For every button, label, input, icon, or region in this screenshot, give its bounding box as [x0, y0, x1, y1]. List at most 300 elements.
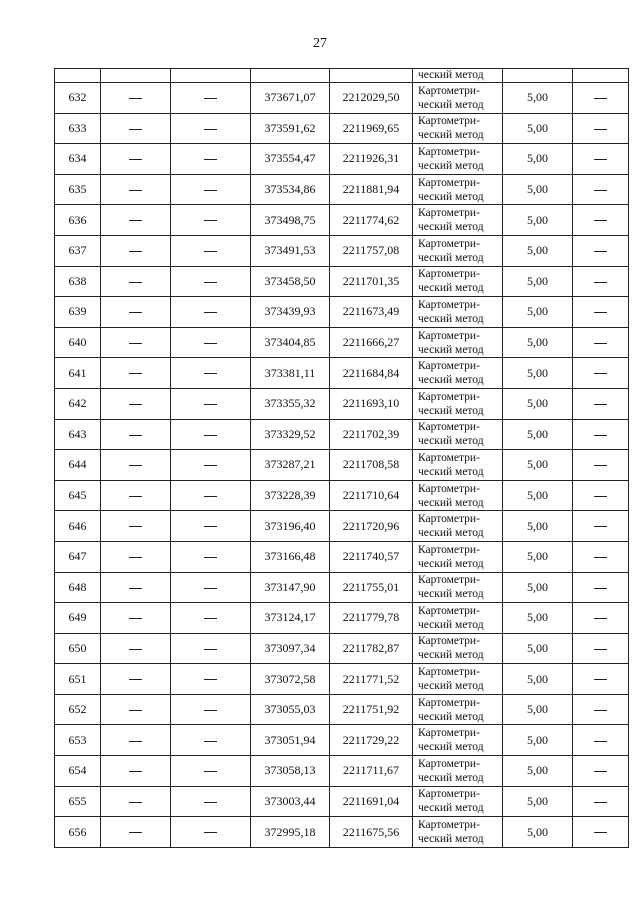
dash-mark	[129, 557, 142, 558]
dash-mark	[129, 282, 142, 283]
dash-cell	[101, 541, 171, 572]
point-number-cell: 644	[55, 450, 101, 481]
dash-mark	[594, 190, 607, 191]
method-line-1: Картометри-	[418, 604, 480, 617]
method-cell	[413, 572, 503, 603]
cell-empty	[55, 69, 101, 83]
dash-cell	[171, 83, 251, 114]
method-line-1: Картометри-	[418, 757, 480, 770]
table-row	[55, 388, 629, 419]
accuracy-cell: 5,00	[503, 511, 573, 542]
point-number-cell: 647	[55, 541, 101, 572]
method-cell	[413, 174, 503, 205]
method-line-2: ческий метод	[418, 741, 484, 754]
dash-mark	[129, 343, 142, 344]
method-line-1: Картометри-	[418, 635, 480, 648]
dash-cell	[573, 174, 629, 205]
x-coordinate-cell: 373458,50	[251, 266, 330, 297]
point-number-cell: 642	[55, 388, 101, 419]
point-number-cell: 650	[55, 633, 101, 664]
method-cell	[413, 419, 503, 450]
method-line-2: ческий метод	[418, 527, 484, 540]
dash-mark	[129, 312, 142, 313]
dash-mark	[594, 526, 607, 527]
dash-mark	[594, 557, 607, 558]
dash-cell	[171, 480, 251, 511]
coordinates-table-body	[55, 69, 629, 848]
x-coordinate-cell: 373055,03	[251, 694, 330, 725]
dash-mark	[594, 832, 607, 833]
x-coordinate-cell: 373003,44	[251, 786, 330, 817]
table-row	[55, 327, 629, 358]
x-coordinate-cell: 373671,07	[251, 83, 330, 114]
x-coordinate-cell: 373147,90	[251, 572, 330, 603]
dash-mark	[204, 832, 217, 833]
table-row	[55, 205, 629, 236]
dash-mark	[129, 373, 142, 374]
dash-mark	[129, 129, 142, 130]
dash-cell	[101, 327, 171, 358]
point-number-cell: 632	[55, 83, 101, 114]
y-coordinate-cell: 2211926,31	[330, 144, 413, 175]
x-coordinate-cell: 373554,47	[251, 144, 330, 175]
method-line-2: ческий метод	[418, 343, 484, 356]
cell-empty	[171, 69, 251, 83]
method-line-2: ческий метод	[418, 251, 484, 264]
dash-mark	[204, 771, 217, 772]
dash-cell	[101, 205, 171, 236]
accuracy-cell: 5,00	[503, 388, 573, 419]
dash-mark	[204, 496, 217, 497]
accuracy-cell: 5,00	[503, 817, 573, 848]
method-line-1: Картометри-	[418, 268, 480, 281]
dash-mark	[129, 404, 142, 405]
accuracy-cell: 5,00	[503, 419, 573, 450]
method-cell	[413, 388, 503, 419]
dash-cell	[101, 144, 171, 175]
y-coordinate-cell: 2211708,58	[330, 450, 413, 481]
method-line-2: ческий метод	[418, 771, 484, 784]
dash-cell	[573, 603, 629, 634]
method-line-1: Картометри-	[418, 574, 480, 587]
dash-cell	[573, 480, 629, 511]
cell-empty	[503, 69, 573, 83]
method-line-2: ческий метод	[418, 465, 484, 478]
table-row	[55, 419, 629, 450]
dash-cell	[101, 358, 171, 389]
dash-mark	[204, 557, 217, 558]
dash-mark	[204, 220, 217, 221]
cell-empty	[573, 69, 629, 83]
dash-mark	[204, 679, 217, 680]
x-coordinate-cell: 373534,86	[251, 174, 330, 205]
dash-cell	[171, 358, 251, 389]
point-number-cell: 653	[55, 725, 101, 756]
dash-cell	[171, 450, 251, 481]
x-coordinate-cell: 373058,13	[251, 756, 330, 787]
dash-mark	[129, 832, 142, 833]
table-row	[55, 603, 629, 634]
method-cell	[413, 511, 503, 542]
dash-mark	[594, 710, 607, 711]
method-cell	[413, 205, 503, 236]
continuation-row	[55, 69, 629, 83]
method-cell	[413, 480, 503, 511]
x-coordinate-cell: 373404,85	[251, 327, 330, 358]
cell-empty	[101, 69, 171, 83]
accuracy-cell: 5,00	[503, 603, 573, 634]
method-line-2: ческий метод	[418, 404, 484, 417]
dash-mark	[129, 741, 142, 742]
accuracy-cell: 5,00	[503, 541, 573, 572]
table-row	[55, 633, 629, 664]
method-line-2: ческий метод	[418, 159, 484, 172]
method-line-2: ческий метод	[418, 557, 484, 570]
dash-cell	[573, 817, 629, 848]
table-row	[55, 817, 629, 848]
method-line-2: ческий метод	[418, 649, 484, 662]
point-number-cell: 648	[55, 572, 101, 603]
method-line-2: ческий метод	[418, 802, 484, 815]
y-coordinate-cell: 2211969,65	[330, 113, 413, 144]
method-line-1: Картометри-	[418, 237, 480, 250]
dash-mark	[129, 435, 142, 436]
x-coordinate-cell: 373228,39	[251, 480, 330, 511]
y-coordinate-cell: 2211711,67	[330, 756, 413, 787]
x-coordinate-cell: 373051,94	[251, 725, 330, 756]
accuracy-cell: 5,00	[503, 266, 573, 297]
dash-cell	[101, 572, 171, 603]
method-cell	[413, 664, 503, 695]
method-line-2: ческий метод	[418, 190, 484, 203]
method-line-1: Картометри-	[418, 451, 480, 464]
y-coordinate-cell: 2211684,84	[330, 358, 413, 389]
accuracy-cell: 5,00	[503, 297, 573, 328]
table-row	[55, 756, 629, 787]
dash-mark	[204, 710, 217, 711]
dash-mark	[594, 251, 607, 252]
dash-cell	[171, 297, 251, 328]
dash-mark	[594, 98, 607, 99]
dash-mark	[594, 435, 607, 436]
dash-cell	[101, 603, 171, 634]
page-number: 27	[313, 36, 327, 51]
dash-mark	[129, 526, 142, 527]
dash-mark	[129, 618, 142, 619]
dash-cell	[101, 419, 171, 450]
method-line-2: ческий метод	[418, 710, 484, 723]
y-coordinate-cell: 2211755,01	[330, 572, 413, 603]
accuracy-cell: 5,00	[503, 694, 573, 725]
method-cell	[413, 786, 503, 817]
y-coordinate-cell: 2211702,39	[330, 419, 413, 450]
accuracy-cell: 5,00	[503, 480, 573, 511]
dash-mark	[129, 465, 142, 466]
continuation-method-cell: ческий метод	[413, 69, 503, 83]
point-number-cell: 641	[55, 358, 101, 389]
dash-mark	[594, 588, 607, 589]
coordinates-table	[54, 68, 629, 848]
dash-cell	[573, 756, 629, 787]
cell-empty	[251, 69, 330, 83]
method-line-2: ческий метод	[418, 374, 484, 387]
dash-mark	[594, 220, 607, 221]
method-line-1: Картометри-	[418, 513, 480, 526]
dash-cell	[573, 205, 629, 236]
table-row	[55, 572, 629, 603]
table-row	[55, 480, 629, 511]
y-coordinate-cell: 2211666,27	[330, 327, 413, 358]
dash-cell	[573, 83, 629, 114]
dash-cell	[101, 664, 171, 695]
accuracy-cell: 5,00	[503, 450, 573, 481]
method-cell	[413, 817, 503, 848]
dash-cell	[171, 235, 251, 266]
table-row	[55, 358, 629, 389]
dash-cell	[101, 817, 171, 848]
y-coordinate-cell: 2211779,78	[330, 603, 413, 634]
accuracy-cell: 5,00	[503, 144, 573, 175]
dash-cell	[573, 633, 629, 664]
dash-mark	[204, 435, 217, 436]
method-line-1: Картометри-	[418, 666, 480, 679]
method-line-1: Картометри-	[418, 207, 480, 220]
point-number-cell: 640	[55, 327, 101, 358]
method-line-1: Картометри-	[418, 176, 480, 189]
method-line-2: ческий метод	[418, 98, 484, 111]
table-row	[55, 113, 629, 144]
dash-mark	[594, 618, 607, 619]
dash-cell	[171, 756, 251, 787]
dash-cell	[171, 388, 251, 419]
x-coordinate-cell: 373591,62	[251, 113, 330, 144]
dash-cell	[101, 725, 171, 756]
table-row	[55, 266, 629, 297]
method-line-2: ческий метод	[418, 129, 484, 142]
x-coordinate-cell: 373124,17	[251, 603, 330, 634]
point-number-cell: 637	[55, 235, 101, 266]
method-line-1: Картометри-	[418, 329, 480, 342]
method-line-1: Картометри-	[418, 115, 480, 128]
dash-cell	[101, 480, 171, 511]
dash-cell	[573, 694, 629, 725]
point-number-cell: 633	[55, 113, 101, 144]
method-line-2: ческий метод	[418, 282, 484, 295]
method-cell	[413, 235, 503, 266]
method-cell	[413, 450, 503, 481]
method-cell	[413, 633, 503, 664]
table-row	[55, 297, 629, 328]
dash-mark	[204, 526, 217, 527]
method-line-1: Картометри-	[418, 360, 480, 373]
dash-cell	[101, 694, 171, 725]
method-line-1: Картометри-	[418, 727, 480, 740]
dash-cell	[101, 511, 171, 542]
accuracy-cell: 5,00	[503, 174, 573, 205]
point-number-cell: 638	[55, 266, 101, 297]
dash-mark	[204, 251, 217, 252]
dash-mark	[594, 802, 607, 803]
dash-mark	[594, 282, 607, 283]
accuracy-cell: 5,00	[503, 205, 573, 236]
dash-cell	[101, 174, 171, 205]
accuracy-cell: 5,00	[503, 358, 573, 389]
y-coordinate-cell: 2211710,64	[330, 480, 413, 511]
dash-cell	[573, 450, 629, 481]
cell-empty	[330, 69, 413, 83]
dash-cell	[171, 144, 251, 175]
dash-mark	[204, 588, 217, 589]
dash-cell	[101, 235, 171, 266]
dash-cell	[171, 266, 251, 297]
y-coordinate-cell: 2212029,50	[330, 83, 413, 114]
dash-cell	[573, 572, 629, 603]
y-coordinate-cell: 2211774,62	[330, 205, 413, 236]
dash-mark	[594, 771, 607, 772]
method-line-2: ческий метод	[418, 588, 484, 601]
point-number-cell: 635	[55, 174, 101, 205]
accuracy-cell: 5,00	[503, 786, 573, 817]
dash-cell	[573, 144, 629, 175]
method-line-1: Картометри-	[418, 819, 480, 832]
dash-cell	[573, 541, 629, 572]
dash-cell	[171, 786, 251, 817]
dash-mark	[594, 741, 607, 742]
y-coordinate-cell: 2211771,52	[330, 664, 413, 695]
dash-cell	[101, 113, 171, 144]
method-cell	[413, 358, 503, 389]
x-coordinate-cell: 373491,53	[251, 235, 330, 266]
dash-mark	[594, 679, 607, 680]
dash-cell	[573, 297, 629, 328]
table-row	[55, 541, 629, 572]
method-cell	[413, 327, 503, 358]
dash-cell	[573, 235, 629, 266]
dash-mark	[204, 465, 217, 466]
dash-mark	[594, 129, 607, 130]
dash-cell	[573, 511, 629, 542]
method-line-1: Картометри-	[418, 145, 480, 158]
y-coordinate-cell: 2211881,94	[330, 174, 413, 205]
dash-cell	[573, 113, 629, 144]
dash-cell	[573, 786, 629, 817]
dash-mark	[204, 159, 217, 160]
accuracy-cell: 5,00	[503, 725, 573, 756]
dash-cell	[171, 511, 251, 542]
dash-cell	[171, 572, 251, 603]
dash-cell	[101, 786, 171, 817]
method-line-2: ческий метод	[418, 618, 484, 631]
point-number-cell: 646	[55, 511, 101, 542]
method-line-1: Картометри-	[418, 788, 480, 801]
method-line-1: Картометри-	[418, 421, 480, 434]
dash-mark	[204, 282, 217, 283]
method-cell	[413, 725, 503, 756]
dash-cell	[101, 297, 171, 328]
dash-mark	[594, 373, 607, 374]
accuracy-cell: 5,00	[503, 113, 573, 144]
dash-cell	[573, 419, 629, 450]
dash-mark	[204, 129, 217, 130]
dash-mark	[129, 649, 142, 650]
y-coordinate-cell: 2211782,87	[330, 633, 413, 664]
accuracy-cell: 5,00	[503, 664, 573, 695]
point-number-cell: 636	[55, 205, 101, 236]
y-coordinate-cell: 2211693,10	[330, 388, 413, 419]
method-cell	[413, 694, 503, 725]
point-number-cell: 651	[55, 664, 101, 695]
dash-cell	[171, 633, 251, 664]
table-row	[55, 83, 629, 114]
dash-cell	[171, 419, 251, 450]
dash-mark	[204, 373, 217, 374]
y-coordinate-cell: 2211720,96	[330, 511, 413, 542]
x-coordinate-cell: 373498,75	[251, 205, 330, 236]
dash-mark	[129, 496, 142, 497]
accuracy-cell: 5,00	[503, 756, 573, 787]
dash-cell	[101, 633, 171, 664]
method-line-1: Картометри-	[418, 298, 480, 311]
dash-cell	[171, 603, 251, 634]
dash-cell	[171, 664, 251, 695]
x-coordinate-cell: 373196,40	[251, 511, 330, 542]
x-coordinate-cell: 373072,58	[251, 664, 330, 695]
table-row	[55, 786, 629, 817]
dash-cell	[101, 450, 171, 481]
dash-cell	[101, 83, 171, 114]
method-line-1: Картометри-	[418, 390, 480, 403]
dash-cell	[171, 174, 251, 205]
x-coordinate-cell: 373381,11	[251, 358, 330, 389]
y-coordinate-cell: 2211675,56	[330, 817, 413, 848]
dash-mark	[129, 159, 142, 160]
dash-mark	[204, 741, 217, 742]
dash-mark	[204, 98, 217, 99]
dash-mark	[594, 343, 607, 344]
x-coordinate-cell: 373329,52	[251, 419, 330, 450]
method-cell	[413, 266, 503, 297]
table-row	[55, 511, 629, 542]
dash-mark	[129, 190, 142, 191]
point-number-cell: 656	[55, 817, 101, 848]
x-coordinate-cell: 373097,34	[251, 633, 330, 664]
method-cell	[413, 541, 503, 572]
dash-mark	[204, 312, 217, 313]
table-row	[55, 144, 629, 175]
accuracy-cell: 5,00	[503, 235, 573, 266]
dash-mark	[129, 220, 142, 221]
dash-mark	[129, 802, 142, 803]
dash-cell	[171, 327, 251, 358]
point-number-cell: 643	[55, 419, 101, 450]
y-coordinate-cell: 2211757,08	[330, 235, 413, 266]
x-coordinate-cell: 373355,32	[251, 388, 330, 419]
dash-mark	[594, 159, 607, 160]
method-cell	[413, 83, 503, 114]
point-number-cell: 652	[55, 694, 101, 725]
method-line-2: ческий метод	[418, 221, 484, 234]
y-coordinate-cell: 2211740,57	[330, 541, 413, 572]
method-cell	[413, 603, 503, 634]
accuracy-cell: 5,00	[503, 83, 573, 114]
dash-mark	[204, 404, 217, 405]
dash-cell	[101, 756, 171, 787]
dash-cell	[101, 388, 171, 419]
dash-mark	[204, 802, 217, 803]
dash-cell	[171, 113, 251, 144]
dash-mark	[594, 404, 607, 405]
y-coordinate-cell: 2211701,35	[330, 266, 413, 297]
